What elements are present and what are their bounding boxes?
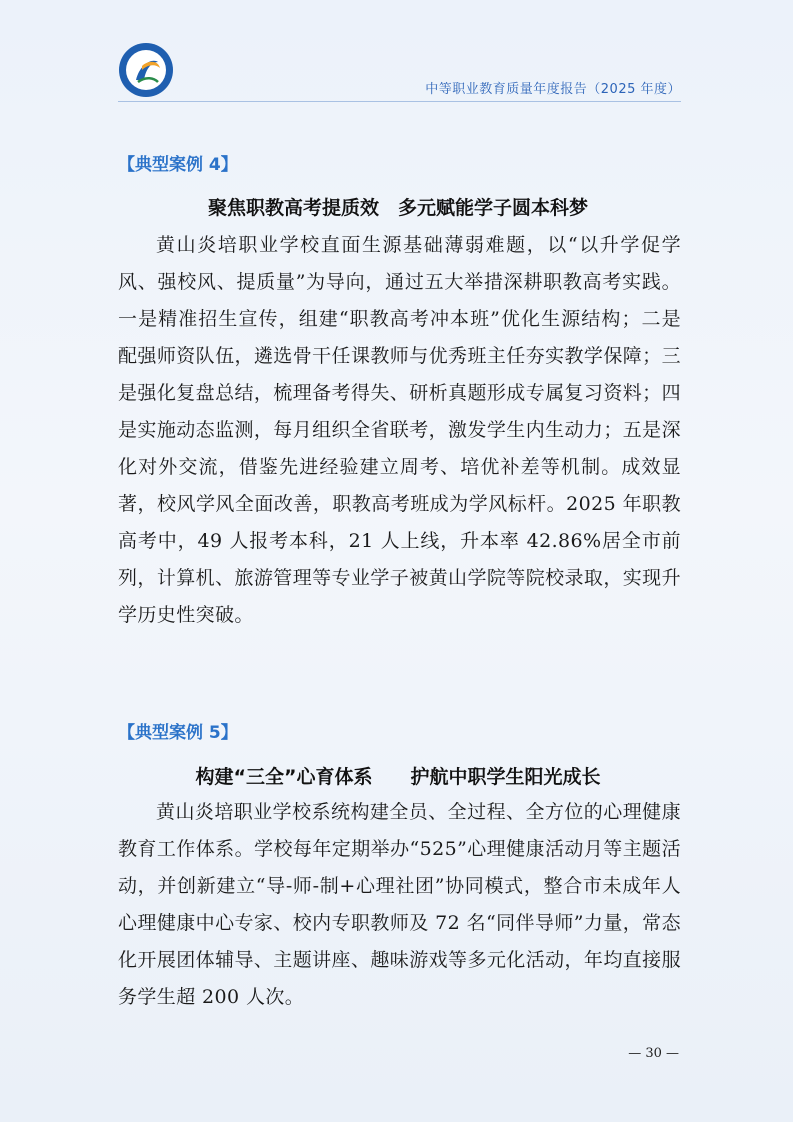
page-number: — 30 — (628, 1046, 679, 1061)
header-divider (118, 101, 681, 102)
case-5-body: 黄山炎培职业学校系统构建全员、全过程、全方位的心理健康教育工作体系。学校每年定期举办“525”心理健康活动月等主题活动，并创新建立“导-师-制+心理社团”协同模式，整合市未成年人心理健康中心专家、校内专职教师及 72 名“同伴导师”力量，常态化开展团体辅导、主题讲座、趣味游戏等多元化活动，年均直接服务学生超 200 人次。 (118, 801, 681, 1008)
case-4-heading: 【典型案例 4】 (118, 155, 238, 175)
case-4-body: 黄山炎培职业学校直面生源基础薄弱难题，以“以升学促学风、强校风、提质量”为导向，通过五大举措深耕职教高考实践。一是精准招生宣传，组建“职教高考冲本班”优化生源结构；二是配强师资队伍，遴选骨干任课教师与优秀班主任夯实教学保障；三是强化复盘总结，梳理备考得失、研析真题形成专属复习资料；四是实施动态监测，每月组织全省联考，激发学生内生动力；五是深化对外交流，借鉴先进经验建立周考、培优补差等机制。成效显著，校风学风全面改善，职教高考班成为学风标杆。2025 年职教高考中，49 人报考本科，21 人上线，升本率 42.86%居全市前列，计算机、旅游管理等专业学子被黄山学院等院校录取，实现升学历史性突破。 (118, 234, 681, 626)
case-4-title: 聚焦职教高考提质效 多元赋能学子圆本科梦 (207, 197, 588, 219)
case-5-title: 构建“三全”心育体系 护航中职学生阳光成长 (195, 766, 601, 788)
report-header-title: 中等职业教育质量年度报告（2025 年度） (425, 82, 681, 97)
case-5-heading: 【典型案例 5】 (118, 723, 238, 743)
school-logo-icon (118, 42, 174, 98)
